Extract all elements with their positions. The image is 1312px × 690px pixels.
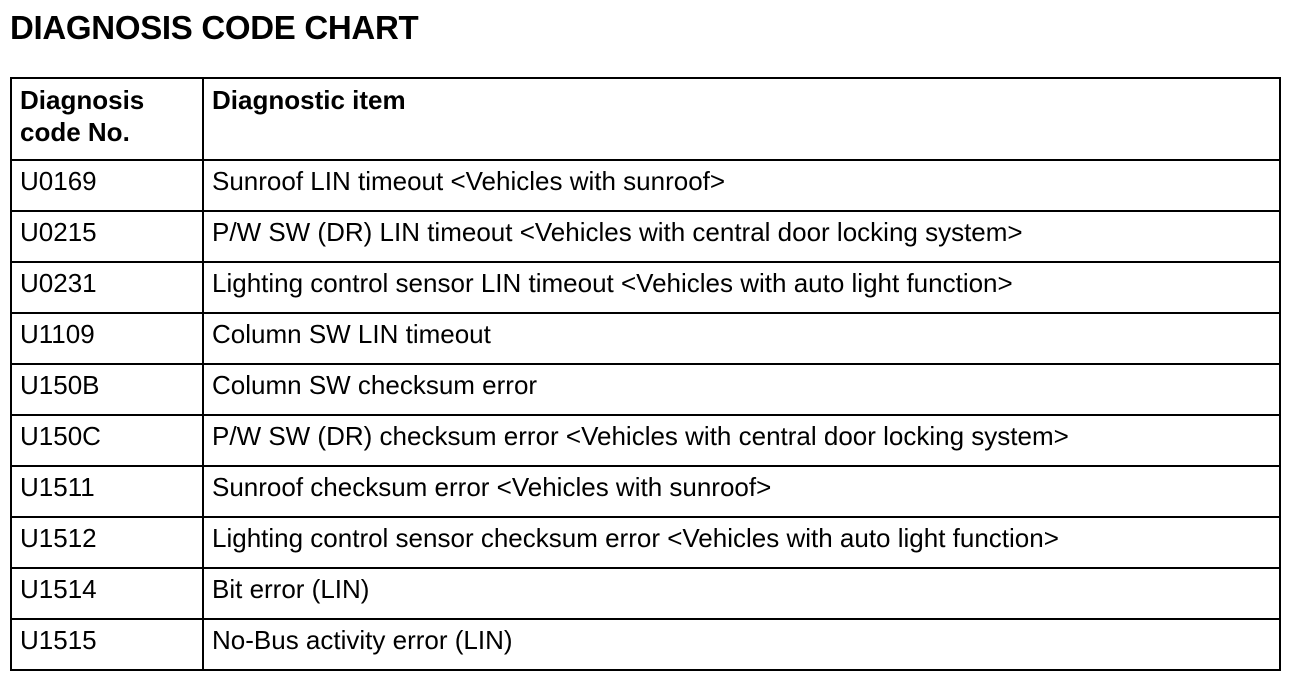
code-cell: U1515 (11, 619, 203, 670)
table-row (11, 262, 1280, 313)
page-title: DIAGNOSIS CODE CHART (10, 9, 419, 46)
code-cell: U0169 (11, 160, 203, 211)
table-row (11, 568, 1280, 619)
item-cell: Column SW LIN timeout (203, 313, 1280, 364)
code-cell: U0215 (11, 211, 203, 262)
code-cell: U150B (11, 364, 203, 415)
diagnosis-code-table (10, 77, 1281, 671)
code-cell: U1109 (11, 313, 203, 364)
code-cell: U0231 (11, 262, 203, 313)
code-cell: U150C (11, 415, 203, 466)
item-cell: P/W SW (DR) checksum error <Vehicles with central door locking system> (203, 415, 1280, 466)
table-row (11, 466, 1280, 517)
code-cell: U1512 (11, 517, 203, 568)
table-row (11, 160, 1280, 211)
header-diagnosis-code-no: Diagnosis code No. (11, 78, 203, 160)
header-diagnostic-item: Diagnostic item (203, 78, 1280, 160)
item-cell: Sunroof checksum error <Vehicles with sunroof> (203, 466, 1280, 517)
item-cell: Lighting control sensor checksum error <Vehicles with auto light function> (203, 517, 1280, 568)
table-row (11, 313, 1280, 364)
table-header-row (11, 78, 1280, 160)
table-row (11, 619, 1280, 670)
item-cell: No-Bus activity error (LIN) (203, 619, 1280, 670)
item-cell: Sunroof LIN timeout <Vehicles with sunroof> (203, 160, 1280, 211)
item-cell: Bit error (LIN) (203, 568, 1280, 619)
item-cell: Lighting control sensor LIN timeout <Vehicles with auto light function> (203, 262, 1280, 313)
table-row (11, 517, 1280, 568)
table-row (11, 415, 1280, 466)
item-cell: Column SW checksum error (203, 364, 1280, 415)
table-row (11, 364, 1280, 415)
item-cell: P/W SW (DR) LIN timeout <Vehicles with central door locking system> (203, 211, 1280, 262)
code-cell: U1511 (11, 466, 203, 517)
table-row (11, 211, 1280, 262)
code-cell: U1514 (11, 568, 203, 619)
